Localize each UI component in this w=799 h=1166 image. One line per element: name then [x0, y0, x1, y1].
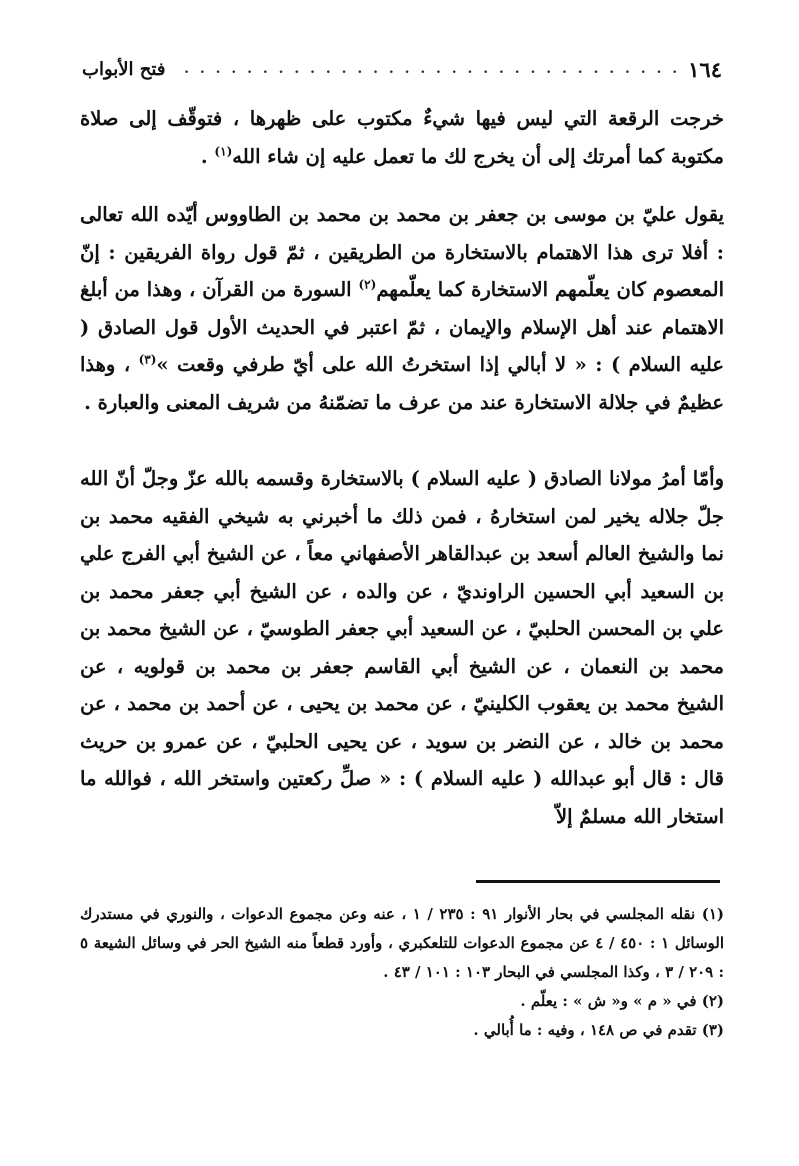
paragraph-1-text: خرجت الرقعة التي ليس فيها شيءٌ مكتوب على ظهرها ، فتوقّف إلى صلاة مكتوبة كما أمرتك إلى أن يخرج لك ما تعمل عليه إن شاء الله — [80, 107, 724, 168]
paragraph-3 — [80, 460, 724, 835]
book-title: فتح الأبواب — [82, 58, 166, 80]
footnote-marker-2: (٢) — [358, 277, 377, 292]
paragraph-2-text-b: السورة من القرآن ، وهذا من أبلغ الاهتمام عند أهل الإسلام والإيمان ، ثمّ اعتبر في الحديث الأول قول الصادق ( عليه السلام ) : « لا أبالي إذا استخرتُ الله على أيّ طرفي وقعت » — [80, 278, 724, 376]
footnote-2: (٢) في « م » و« ش » : يعلّم . — [520, 992, 724, 1010]
paragraph-1-tail: . — [200, 144, 215, 168]
paragraph-1 — [80, 100, 724, 175]
footnote-3: (٣) تقدم في ص ١٤٨ ، وفيه : ما أُبالي . — [473, 1021, 724, 1039]
paragraph-2 — [80, 196, 724, 421]
footnotes-list — [80, 900, 724, 1045]
page-number: ١٦٤ — [688, 56, 722, 82]
page-header — [82, 52, 722, 86]
header-dot-leader — [173, 61, 680, 77]
footnote-marker-1: (١) — [214, 144, 233, 158]
paragraph-2-text-c: ، وهذا عظيمٌ في جلالة الاستخارة عند من عرف ما تضمّنهُ من شريف المعنى والعبارة . — [80, 353, 724, 414]
footnote-separator — [476, 880, 720, 883]
footnote-1: (١) نقله المجلسي في بحار الأنوار ٩١ : ٢٣٥ / ١ ، عنه وعن مجموع الدعوات ، والنوري في مستدرك الوسائل ١ : ٤٥٠ / ٤ عن مجموع الدعوات للتلعكبري ، وأورد قطعاً منه الشيخ الحر في وسائل الشيعة ٥ : ٢٠٩ / ٣ ، وكذا المجلسي في البحار ١٠٣ : ١٠١ / ٤٣ . — [80, 905, 725, 981]
paragraph-2-text-a: يقول عليّ بن موسى بن جعفر بن محمد بن محمد بن الطاووس أيّده الله تعالى : أفلا ترى هذا الاهتمام بالاستخارة من الطريقين ، ثمّ قول رواة الفريقين : إنّ المعصوم كان يعلّمهم الاستخارة كما يعلّمهم — [80, 203, 724, 301]
paragraph-3-text: وأمّا أمرُ مولانا الصادق ( عليه السلام ) بالاستخارة وقسمه بالله عزّ وجلّ أنّ الله جلّ جلاله يخير لمن استخارهُ ، فمن ذلك ما أخبرني به شيخي الفقيه محمد بن نما والشيخ العالم أسعد بن عبدالقاهر الأصفهاني معاً ، عن الشيخ أبي الفرج علي بن السعيد أبي الحسين الراونديّ ، عن والده ، عن الشيخ أبي جعفر محمد بن علي بن المحسن الحلبيّ ، عن السعيد أبي جعفر الطوسيّ ، عن الشيخ محمد بن محمد بن النعمان ، عن الشيخ أبي القاسم جعفر بن محمد بن قولويه ، عن الشيخ محمد بن يعقوب الكلينيّ ، عن محمد بن يحيى ، عن أحمد بن محمد ، عن محمد بن خالد ، عن النضر بن سويد ، عن يحيى الحلبيّ ، عن عمرو بن حريث قال : قال أبو عبدالله ( عليه السلام ) : « صلِّ ركعتين واستخر الله ، فوالله ما استخار الله مسلمٌ إلاّ — [80, 467, 724, 828]
footnote-marker-3: (٣) — [138, 352, 157, 367]
